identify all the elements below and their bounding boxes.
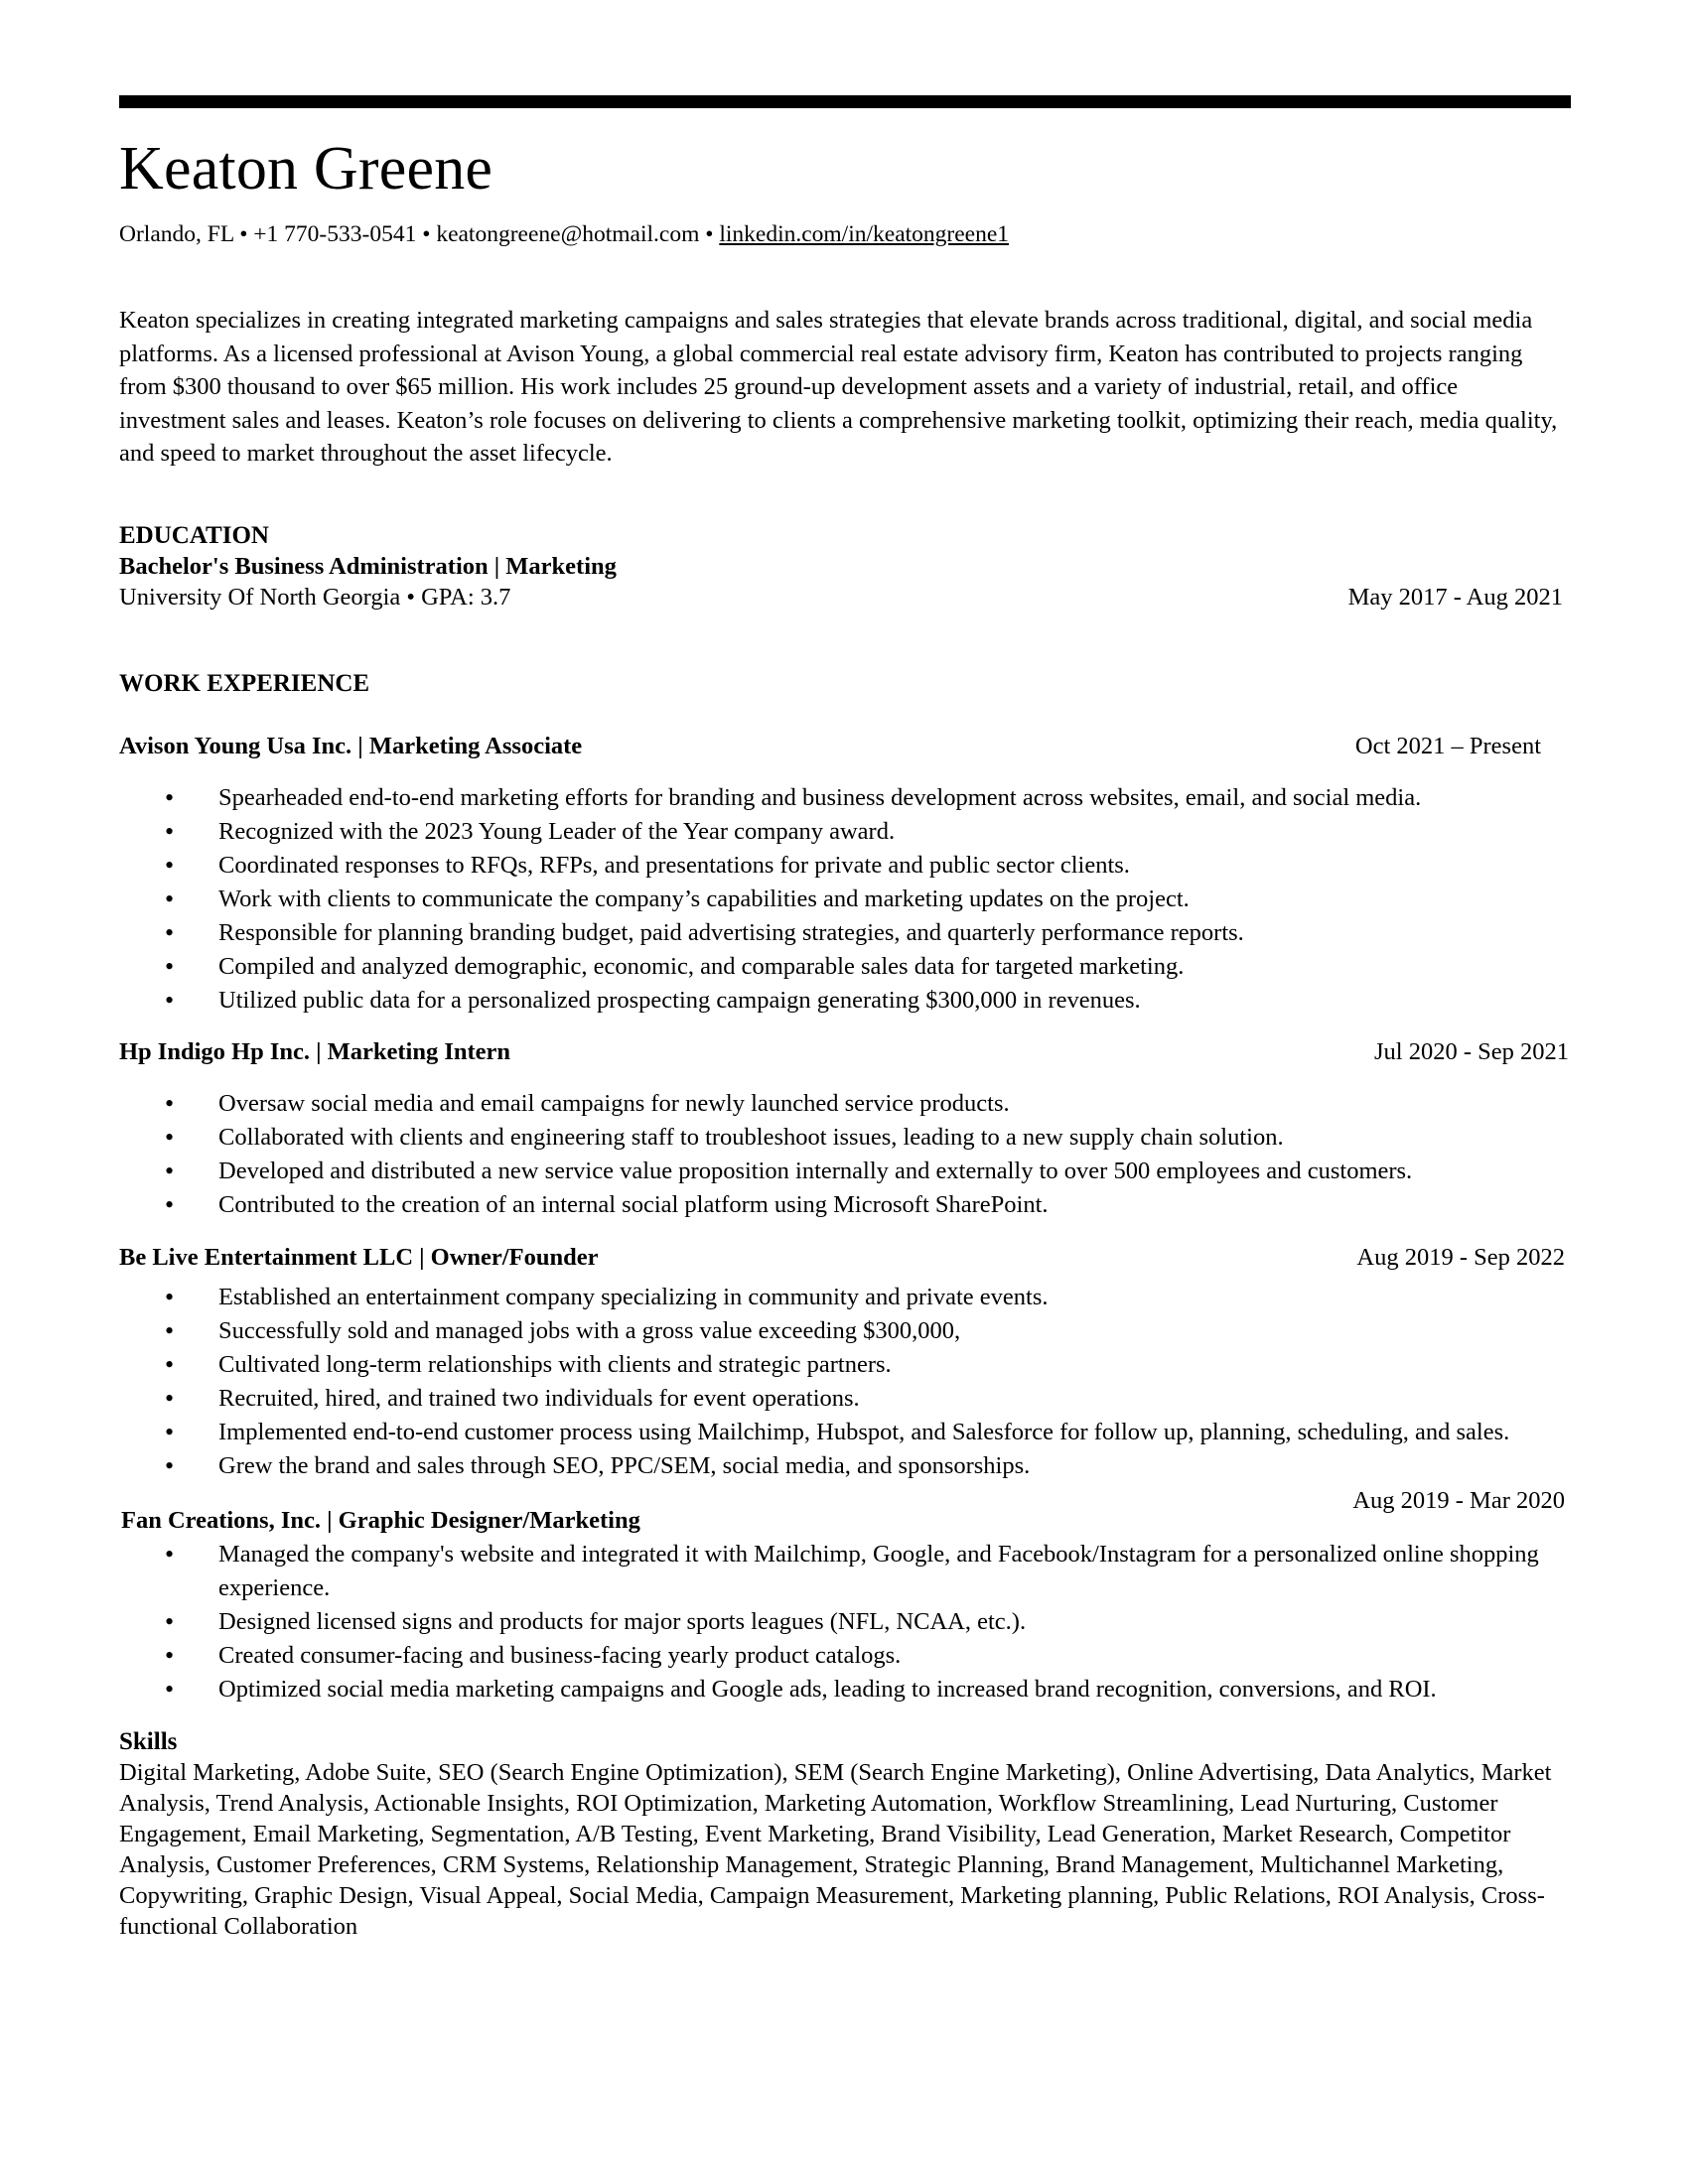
linkedin-link[interactable]: linkedin.com/in/keatongreene1 — [719, 221, 1010, 247]
bullet-item: • Cultivated long-term relationships with clients and strategic partners. — [119, 1348, 1569, 1382]
email: keatongreene@hotmail.com — [436, 221, 700, 247]
bullet-item: • Collaborated with clients and engineering staff to troubleshoot issues, leading to a new supply chain solution. — [119, 1121, 1569, 1155]
bullet-item: • Successfully sold and managed jobs with a gross value exceeding $300,000, — [119, 1314, 1569, 1348]
job-title: Be Live Entertainment LLC | Owner/Founder — [119, 1243, 599, 1271]
job-header — [119, 1242, 1569, 1273]
bullet-item: • Developed and distributed a new service value proposition internally and externally to over 500 employees and customers. — [119, 1155, 1569, 1188]
candidate-name: Keaton Greene — [119, 135, 493, 203]
separator: • — [705, 221, 714, 247]
job-title: Hp Indigo Hp Inc. | Marketing Intern — [119, 1037, 511, 1065]
job-dates: Oct 2021 – Present — [1354, 732, 1541, 759]
job-header — [119, 731, 1569, 761]
bullet-item: • Spearheaded end-to-end marketing efforts for branding and business development across websites, email, and social media. — [119, 781, 1569, 815]
job-entry — [119, 1485, 1569, 1706]
section-heading-skills: Skills — [119, 1727, 178, 1755]
job-dates: Jul 2020 - Sep 2021 — [1374, 1037, 1569, 1065]
bullet-item: • Utilized public data for a personalized prospecting campaign generating $300,000 in revenues. — [119, 984, 1569, 1018]
bullet-item: • Created consumer-facing and business-facing yearly product catalogs. — [119, 1639, 1569, 1673]
education-row — [119, 582, 1569, 613]
job-bullets — [119, 781, 1569, 1018]
bullet-item: • Designed licensed signs and products for major sports leagues (NFL, NCAA, etc.). — [119, 1605, 1569, 1639]
bullet-item: • Compiled and analyzed demographic, economic, and comparable sales data for targeted marketing. — [119, 950, 1569, 984]
job-dates: Aug 2019 - Sep 2022 — [1356, 1243, 1565, 1271]
job-entry — [119, 1242, 1569, 1483]
job-entry — [119, 1036, 1569, 1222]
summary-paragraph: Keaton specializes in creating integrated marketing campaigns and sales strategies that elevate brands across traditional, digital, and social media platforms. As a licensed professional at Avison Young, a global commercial real estate advisory firm, Keaton has contributed to projects ranging from $300 thousand to over $65 million. His work includes 25 ground-up development assets and a variety of industrial, retail, and office investment sales and leases. Keaton’s role focuses on delivering to clients a comprehensive marketing toolkit, optimizing their reach, media quality, and speed to market throughout the asset lifecycle. — [119, 307, 1558, 467]
bullet-item: • Optimized social media marketing campaigns and Google ads, leading to increased brand recognition, conversions, and ROI. — [119, 1673, 1569, 1706]
bullet-item: • Managed the company's website and integrated it with Mailchimp, Google, and Facebook/Instagram for a personalized online shopping experience. — [119, 1538, 1569, 1605]
section-heading-education: EDUCATION — [119, 521, 269, 549]
skills-list: Digital Marketing, Adobe Suite, SEO (Search Engine Optimization), SEM (Search Engine Marketing), Online Advertising, Data Analytics, Market Analysis, Trend Analysis, Actionable Insights, ROI Optimization, Marketing Automation, Workflow Streamlining, Lead Nurturing, Customer Engagement, Email Marketing, Segmentation, A/B Testing, Event Marketing, Brand Visibility, Lead Generation, Market Research, Competitor Analysis, Customer Preferences, CRM Systems, Relationship Management, Strategic Planning, Brand Management, Multichannel Marketing, Copywriting, Graphic Design, Visual Appeal, Social Media, Campaign Measurement, Marketing planning, Public Relations, ROI Analysis, Cross-functional Collaboration — [119, 1758, 1552, 1940]
job-entry — [119, 731, 1569, 1018]
degree: Bachelor's Business Administration | Marketing — [119, 552, 617, 580]
top-rule — [119, 95, 1571, 108]
bullet-item: • Oversaw social media and email campaigns for newly launched service products. — [119, 1087, 1569, 1121]
bullet-item: • Contributed to the creation of an internal social platform using Microsoft SharePoint. — [119, 1188, 1569, 1222]
separator: • — [239, 221, 248, 247]
contact-line — [119, 221, 1569, 248]
section-heading-work: WORK EXPERIENCE — [119, 669, 370, 697]
school: University Of North Georgia • GPA: 3.7 — [119, 583, 511, 611]
location: Orlando, FL — [119, 221, 234, 247]
phone: +1 770-533-0541 — [253, 221, 417, 247]
job-title: Avison Young Usa Inc. | Marketing Associate — [119, 732, 583, 759]
separator: • — [422, 221, 431, 247]
bullet-item: • Recognized with the 2023 Young Leader of the Year company award. — [119, 815, 1569, 849]
bullet-item: • Established an entertainment company specializing in community and private events. — [119, 1281, 1569, 1314]
job-bullets — [119, 1087, 1569, 1222]
skills-section — [119, 1726, 1569, 1942]
job-dates: Aug 2019 - Mar 2020 — [1352, 1486, 1565, 1514]
job-bullets — [119, 1281, 1569, 1483]
bullet-item: • Coordinated responses to RFQs, RFPs, and presentations for private and public sector clients. — [119, 849, 1569, 883]
job-header — [119, 1485, 1569, 1536]
bullet-item: • Implemented end-to-end customer process using Mailchimp, Hubspot, and Salesforce for follow up, planning, scheduling, and sales. — [119, 1416, 1569, 1449]
bullet-item: • Grew the brand and sales through SEO, PPC/SEM, social media, and sponsorships. — [119, 1449, 1569, 1483]
job-title: Fan Creations, Inc. | Graphic Designer/Marketing — [121, 1506, 640, 1534]
resume-page — [119, 95, 1569, 1942]
education-dates: May 2017 - Aug 2021 — [1347, 583, 1563, 611]
job-bullets — [119, 1538, 1569, 1706]
bullet-item: • Work with clients to communicate the company’s capabilities and marketing updates on the project. — [119, 883, 1569, 916]
education-section — [119, 520, 1569, 613]
work-section — [119, 668, 1569, 1706]
bullet-item: • Recruited, hired, and trained two individuals for event operations. — [119, 1382, 1569, 1416]
job-header — [119, 1036, 1569, 1067]
bullet-item: • Responsible for planning branding budget, paid advertising strategies, and quarterly performance reports. — [119, 916, 1569, 950]
